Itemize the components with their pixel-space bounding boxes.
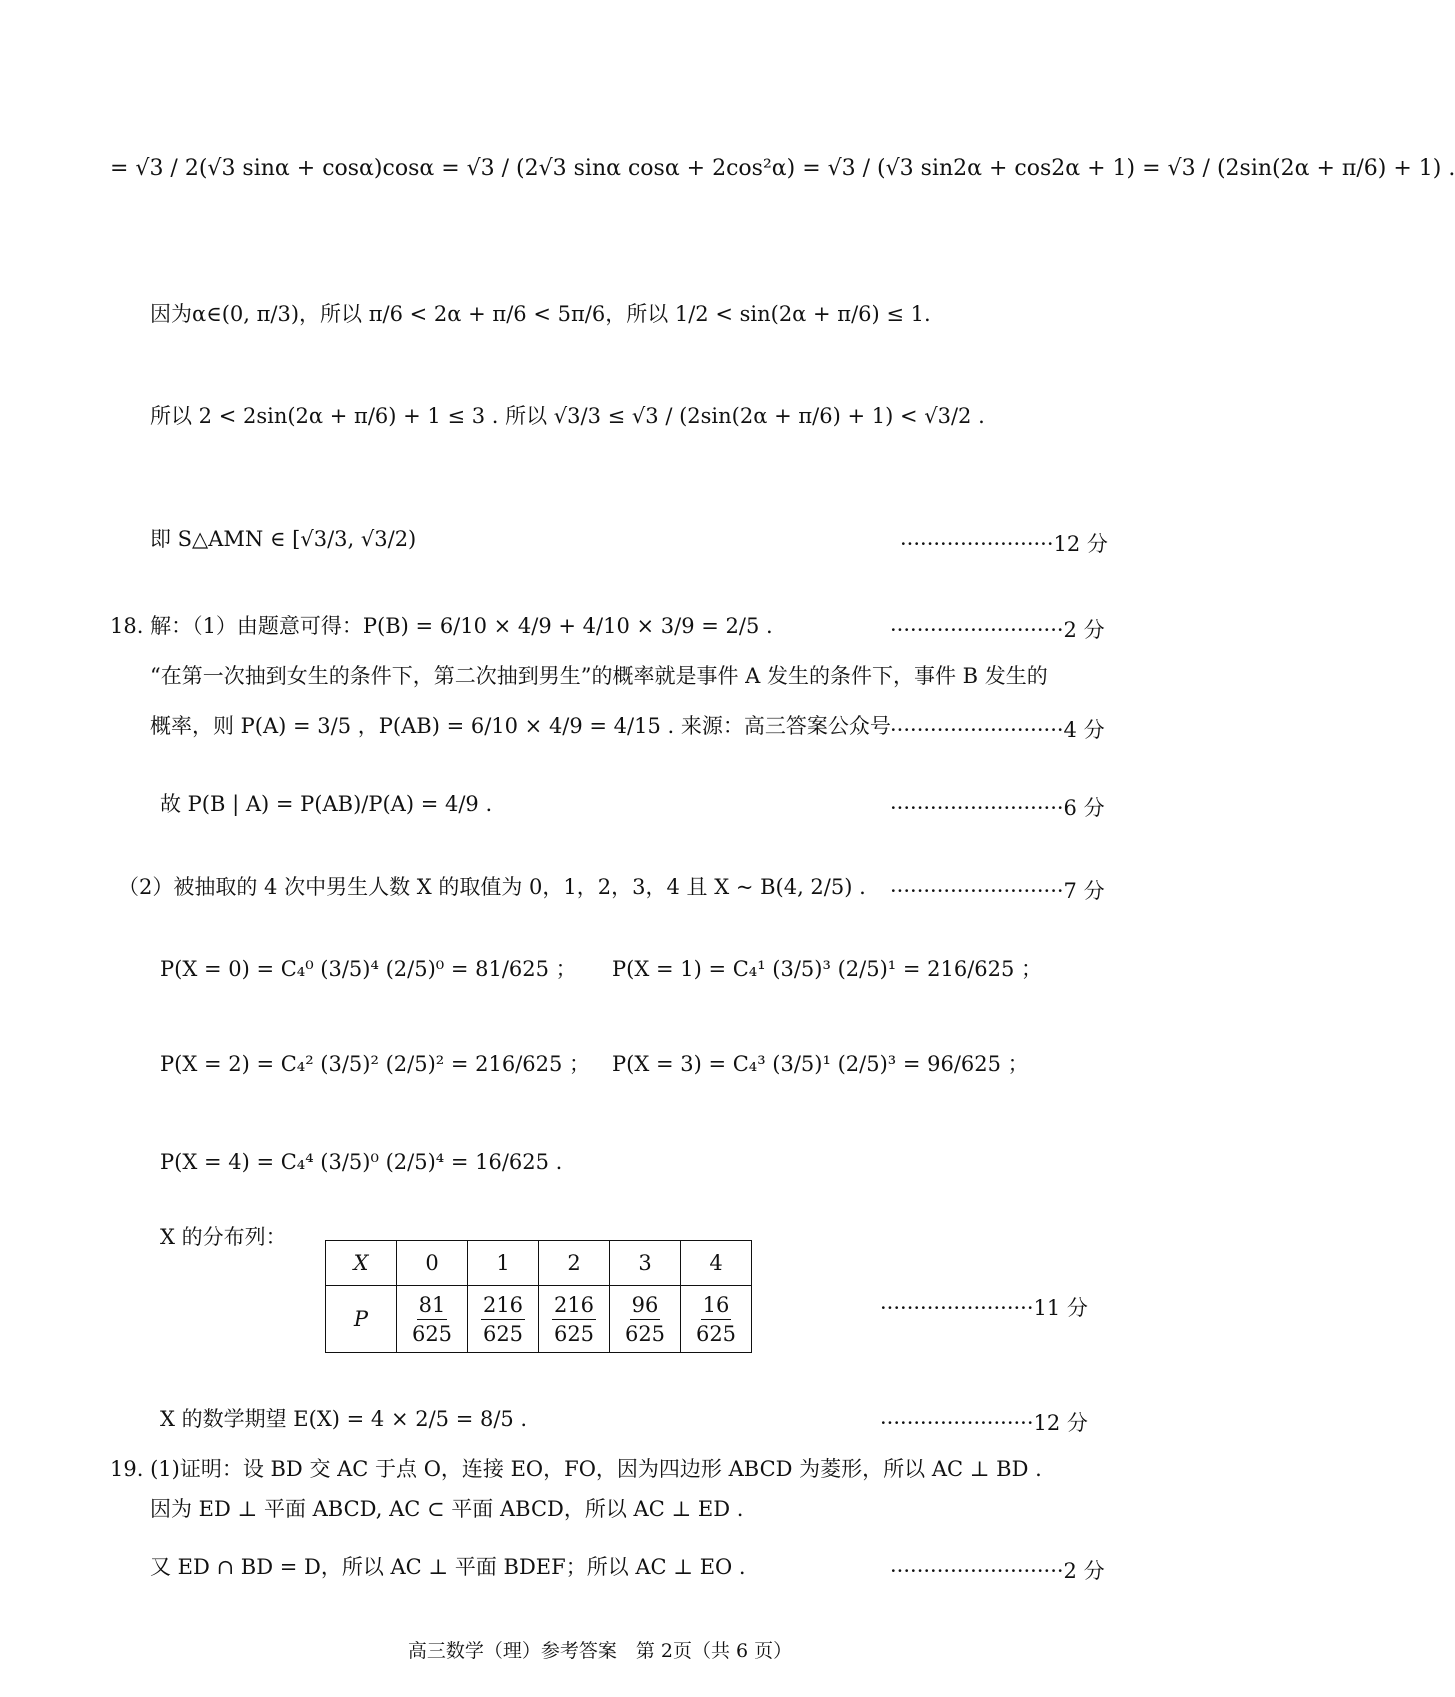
table-value-row: [326, 1286, 752, 1353]
score-2-second: ··························2 分: [890, 1559, 1105, 1583]
fraction: [623, 1291, 667, 1348]
score-2-first: ··························2 分: [890, 618, 1105, 642]
table-cell: [397, 1286, 468, 1353]
page-footer: 高三数学（理）参考答案 第 2页（共 6 页）: [407, 1640, 793, 1662]
table-cell: [468, 1286, 539, 1353]
q18-part2: （2）被抽取的 4 次中男生人数 X 的取值为 0，1，2，3，4 且 X ~ B(4, 2/5) .: [118, 875, 866, 899]
area-range-text: 即 S△AMN ∈ [√3/3, √3/2): [150, 527, 417, 551]
bound-text: 所以 2 < 2sin(2α + π/6) + 1 ≤ 3 . 所以 √3/3 ≤ √3 / (2sin(2α + π/6) + 1) < √3/2 .: [150, 404, 985, 428]
table-cell: [539, 1286, 610, 1353]
numerator: 216: [552, 1291, 596, 1320]
table-header-cell: 3: [610, 1241, 681, 1286]
score-11: ·······················11 分: [880, 1296, 1088, 1320]
denominator: 625: [624, 1321, 666, 1346]
distribution-label: X 的分布列：: [160, 1225, 287, 1249]
q19-line-2: 因为 ED ⊥ 平面 ABCD, AC ⊂ 平面 ABCD，所以 AC ⊥ ED .: [150, 1497, 744, 1521]
table-header-cell: 0: [397, 1241, 468, 1286]
score-12-second: ·······················12 分: [880, 1411, 1088, 1435]
prob-x0: P(X = 0) = C₄⁰ (3/5)⁴ (2/5)⁰ = 81/625 ；: [160, 957, 577, 981]
table-header-cell: X: [326, 1241, 397, 1286]
alpha-range-text: 因为α∈(0, π/3)，所以 π/6 < 2α + π/6 < 5π/6，所以 1/2 < sin(2α + π/6) ≤ 1.: [150, 302, 931, 326]
fraction: [552, 1291, 596, 1348]
numerator: 81: [417, 1291, 448, 1320]
denominator: 625: [482, 1321, 524, 1346]
q19-line-3: 又 ED ∩ BD = D，所以 AC ⊥ 平面 BDEF；所以 AC ⊥ EO .: [150, 1555, 746, 1579]
table-row-label: P: [326, 1286, 397, 1353]
q18-intro-text: 18. 解：（1）由题意可得：P(B) = 6/10 × 4/9 + 4/10 × 3/9 = 2/5 .: [110, 614, 773, 638]
table-header-row: [326, 1241, 752, 1286]
q18-text-1: “在第一次抽到女生的条件下，第二次抽到男生”的概率就是事件 A 发生的条件下，事件 B 发生的: [150, 664, 1048, 688]
q19-line-1: 19. (1)证明：设 BD 交 AC 于点 O，连接 EO，FO，因为四边形 ABCD 为菱形，所以 AC ⊥ BD .: [110, 1457, 1042, 1481]
denominator: 625: [695, 1321, 737, 1346]
alpha-range-line: [150, 300, 931, 328]
numerator: 216: [481, 1291, 525, 1320]
numerator: 96: [630, 1291, 661, 1320]
denominator: 625: [553, 1321, 595, 1346]
prob-x4: P(X = 4) = C₄⁴ (3/5)⁰ (2/5)⁴ = 16/625 .: [160, 1150, 563, 1174]
fraction: [694, 1291, 738, 1348]
numerator: 16: [701, 1291, 732, 1320]
score-12-first: ·······················12 分: [900, 532, 1108, 556]
prob-x3: P(X = 3) = C₄³ (3/5)¹ (2/5)³ = 96/625 ；: [612, 1052, 1029, 1076]
bound-line: [150, 402, 985, 430]
denominator: 625: [411, 1321, 453, 1346]
table-header-cell: 4: [681, 1241, 752, 1286]
prob-x2: P(X = 2) = C₄² (3/5)² (2/5)² = 216/625 ；: [160, 1052, 591, 1076]
table-cell: [610, 1286, 681, 1353]
equation-chain-text: = √3 / 2(√3 sinα + cosα)cosα = √3 / (2√3 sinα cosα + 2cos²α) = √3 / (√3 sin2α + cos2α + 1) = √3 / (2sin(2α + π/6) + 1) .: [110, 156, 1455, 181]
fraction: [481, 1291, 525, 1348]
q18-conditional: 故 P(B | A) = P(AB)/P(A) = 4/9 .: [160, 792, 493, 816]
expectation: X 的数学期望 E(X) = 4 × 2/5 = 8/5 .: [160, 1407, 528, 1431]
equation-chain: [110, 155, 1455, 183]
table-cell: [681, 1286, 752, 1353]
q18-text-2: 概率，则 P(A) = 3/5 ，P(AB) = 6/10 × 4/9 = 4/15 . 来源：高三答案公众号: [150, 714, 891, 738]
fraction: [410, 1291, 454, 1348]
prob-x1: P(X = 1) = C₄¹ (3/5)³ (2/5)¹ = 216/625 ；: [612, 957, 1043, 981]
table-header-cell: 1: [468, 1241, 539, 1286]
q18-intro: [110, 612, 773, 640]
area-range-line: [150, 525, 416, 553]
distribution-table: [325, 1240, 752, 1353]
score-7: ··························7 分: [890, 879, 1105, 903]
table-header-cell: 2: [539, 1241, 610, 1286]
score-6: ··························6 分: [890, 796, 1105, 820]
score-4: ··························4 分: [890, 718, 1105, 742]
